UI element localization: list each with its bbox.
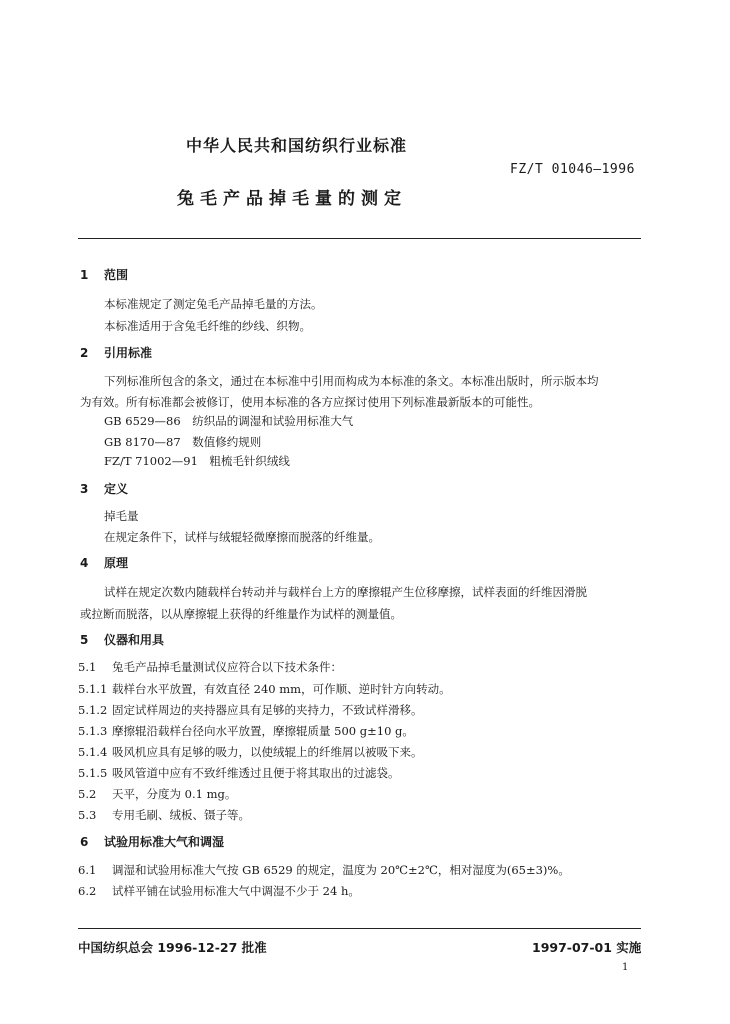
section-title: 仪器和用具	[104, 633, 165, 647]
section-3-heading	[80, 480, 128, 497]
clause	[78, 702, 423, 718]
header-rule	[78, 238, 641, 239]
clause-number: 5.1.1	[78, 682, 108, 696]
clause-text: 摩擦辊沿载样台径向水平放置，摩擦辊质量 500 g±10 g。	[112, 724, 414, 738]
term: 掉毛量	[104, 509, 139, 523]
approval-line: 中国纺织总会 1996-12-27 批准	[78, 940, 267, 955]
clause-number: 5.1.3	[78, 724, 108, 738]
clause	[78, 883, 360, 899]
reference-standard: FZ/T 71002—91 粗梳毛针织绒线	[104, 454, 290, 468]
section-number: 1	[80, 268, 89, 282]
clause-number: 5.2	[78, 787, 97, 801]
clause	[78, 765, 400, 781]
section-number: 5	[80, 633, 89, 647]
paragraph: 下列标准所包含的条文，通过在本标准中引用而构成为本标准的条文。本标准出版时，所示版本均	[104, 374, 599, 388]
section-1-heading	[80, 266, 128, 283]
section-5-heading	[80, 631, 164, 648]
clause	[78, 807, 250, 823]
implementation-date: 1997-07-01 实施	[532, 940, 642, 955]
paragraph: 本标准规定了测定兔毛产品掉毛量的方法。	[104, 297, 323, 311]
clause-number: 5.1	[78, 660, 97, 674]
section-title: 范围	[104, 268, 129, 282]
section-title: 定义	[104, 482, 129, 496]
clause	[78, 681, 451, 697]
section-number: 6	[80, 835, 89, 849]
clause	[78, 862, 570, 878]
clause-text: 调湿和试验用标准大气按 GB 6529 的规定，温度为 20℃±2℃，相对湿度为(65±3)%。	[112, 863, 570, 877]
section-title: 引用标准	[104, 346, 153, 360]
section-number: 2	[80, 346, 89, 360]
section-6-heading	[80, 833, 224, 850]
clause	[78, 744, 423, 760]
clause	[78, 723, 414, 739]
paragraph: 本标准适用于含兔毛纤维的纱线、织物。	[104, 319, 311, 333]
clause-text: 固定试样周边的夹持器应具有足够的夹持力，不致试样滑移。	[112, 703, 423, 717]
clause	[78, 786, 236, 802]
clause	[78, 659, 342, 675]
paragraph: 在规定条件下，试样与绒辊轻微摩擦而脱落的纤维量。	[104, 530, 380, 544]
clause-text: 吸风管道中应有不致纤维透过且便于将其取出的过滤袋。	[112, 766, 400, 780]
section-title: 试验用标准大气和调湿	[104, 835, 225, 849]
reference-standard: GB 8170—87 数值修约规则	[104, 435, 262, 449]
clause-text: 试样平铺在试验用标准大气中调湿不少于 24 h。	[112, 884, 360, 898]
clause-text: 吸风机应具有足够的吸力，以使绒辊上的纤维屑以被吸下来。	[112, 745, 423, 759]
clause-number: 6.1	[78, 863, 97, 877]
clause-number: 6.2	[78, 884, 97, 898]
issuing-organization: 中华人民共和国纺织行业标准	[186, 136, 408, 155]
clause-text: 兔毛产品掉毛量测试仪应符合以下技术条件：	[112, 660, 342, 674]
clause-number: 5.3	[78, 808, 97, 822]
clause-number: 5.1.4	[78, 745, 108, 759]
section-number: 3	[80, 482, 89, 496]
section-title: 原理	[104, 556, 129, 570]
clause-number: 5.1.2	[78, 703, 108, 717]
clause-text: 天平，分度为 0.1 mg。	[112, 787, 237, 801]
page-number: 1	[622, 962, 629, 973]
paragraph: 为有效。所有标准都会被修订，使用本标准的各方应探讨使用下列标准最新版本的可能性。	[80, 395, 540, 409]
footer-rule	[78, 928, 641, 929]
standard-code: FZ/T 01046—1996	[510, 162, 635, 177]
paragraph: 试样在规定次数内随载样台转动并与载样台上方的摩擦辊产生位移摩擦，试样表面的纤维因滑脱	[104, 585, 587, 599]
clause-text: 载样台水平放置，有效直径 240 mm，可作顺、逆时针方向转动。	[112, 682, 451, 696]
section-number: 4	[80, 556, 89, 570]
section-2-heading	[80, 344, 152, 361]
reference-standard: GB 6529—86 纺织品的调湿和试验用标准大气	[104, 414, 354, 428]
section-4-heading	[80, 554, 128, 571]
clause-text: 专用毛刷、绒板、镊子等。	[112, 808, 250, 822]
clause-number: 5.1.5	[78, 766, 108, 780]
document-title: 兔毛产品掉毛量的测定	[177, 189, 407, 209]
paragraph: 或拉断而脱落，以从摩擦辊上获得的纤维量作为试样的测量值。	[80, 607, 402, 621]
